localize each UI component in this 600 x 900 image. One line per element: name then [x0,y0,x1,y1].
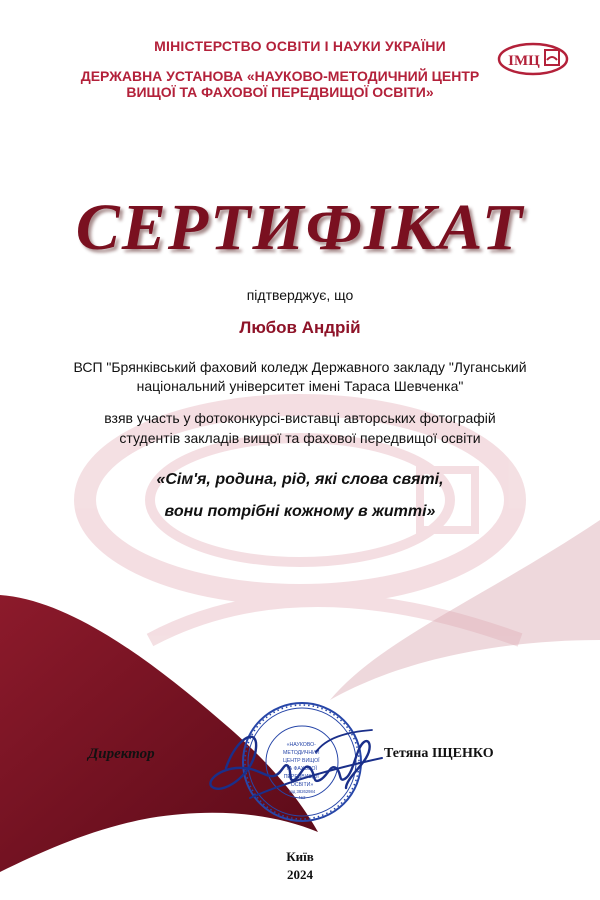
director-role: Директор [88,746,155,762]
organization-line-1: ВСП "Брянківський фаховий коледж Державного закладу "Луганський [73,359,527,375]
contest-line-2: вони потрібні кожному в житті» [164,503,436,520]
center-logo [497,42,569,76]
institution-name [40,68,520,100]
organization-line-2: національний університет імені Тараса Шевченка" [136,378,464,394]
participation-line-2: студентів закладів вищої та фахової передвищої освіти [119,430,481,446]
stamp-center-text: «НАУКОВО- МЕТОДИЧНИЙ ЦЕНТР ВИЩОЇ ТА ФАХОВОЇ ПЕРЕДВИЩОЇ ОСВІТИ» [282,742,320,788]
director-name: Тетяна ІЩЕНКО [384,746,494,761]
year: 2024 [287,867,313,882]
certificate-title: СЕРТИФІКАТ [75,191,525,264]
logo-text: ІМЦ [508,53,540,69]
city: Київ [286,849,314,864]
stamp-code: код 38262984 [288,789,316,794]
institution-line-1: ДЕРЖАВНА УСТАНОВА «НАУКОВО-МЕТОДИЧНИЙ ЦЕНТР [80,68,480,84]
participation-text [40,408,560,448]
director-signature [196,718,396,808]
confirms-text: підтверджує, що [246,287,354,303]
ministry-name: МІНІСТЕРСТВО ОСВІТИ І НАУКИ УКРАЇНИ [154,38,446,54]
contest-line-1: «Сім'я, родина, рід, які слова святі, [156,471,444,488]
stamp-number: №2 [298,795,306,800]
institution-line-2: ВИЩОЇ ТА ФАХОВОЇ ПЕРЕДВИЩОЇ ОСВІТИ» [126,84,434,100]
recipient-name: Любов Андрій [239,318,361,337]
contest-title [40,464,560,528]
participation-line-1: взяв участь у фотоконкурсі-виставці авторських фотографій [104,410,496,426]
organization-name [40,358,560,396]
